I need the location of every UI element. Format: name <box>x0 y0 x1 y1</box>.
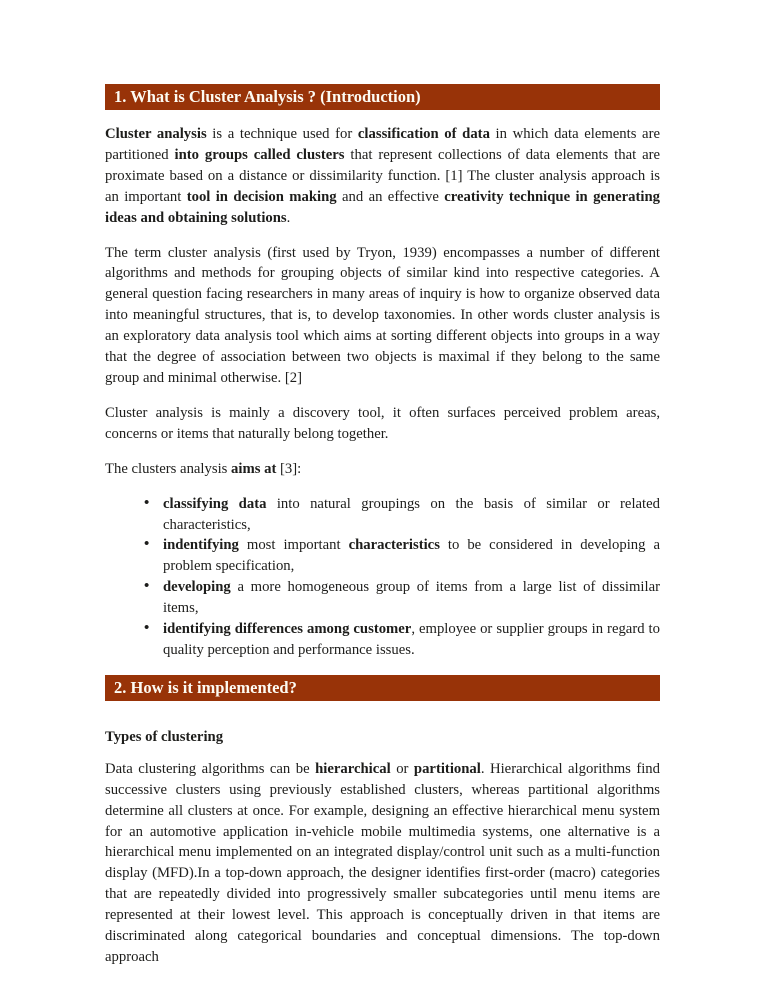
list-bullet-icon: • <box>144 536 150 553</box>
list-item-indentifying <box>144 535 660 577</box>
paragraph-discovery-tool: Cluster analysis is mainly a discovery tool, it often surfaces perceived problem areas, concerns or items that naturally belong together. <box>105 404 660 442</box>
list-item-developing <box>144 577 660 619</box>
section-heading-1: 1. What is Cluster Analysis ? (Introduction) <box>105 84 660 110</box>
list-bullet-icon: • <box>144 620 150 637</box>
list-item-text: developing a more homogeneous group of items from a large list of dissimilar items, <box>163 579 660 617</box>
list-item-text: indentifying most important characteristics to be considered in developing a problem specification, <box>163 537 660 575</box>
paragraph-clustering-types: Data clustering algorithms can be hierarchical or partitional. Hierarchical algorithms find successive clusters using previously established clusters, whereas partitional algorithms determine all clusters at once. For example, designing an effective hierarchical menu system for an automotive application in-vehicle mobile multimedia systems, one alternative is a hierarchical menu implemented on an integrated display/control unit such as a multi-function display (MFD).In a top-down approach, the designer identifies first-order (macro) categories that are repeatedly divided into progressively smaller subcategories until menu items are represented at their lowest level. This approach is conceptually driven in that items are discriminated along categorical boundaries and conceptual dimensions. The top-down approach <box>105 760 660 965</box>
list-item-identifying-differences <box>144 619 660 661</box>
list-item-text: identifying differences among customer, employee or supplier groups in regard to quality perception and performance issues. <box>163 621 660 658</box>
list-item-classifying <box>144 494 660 536</box>
list-bullet-icon: • <box>144 494 150 511</box>
paragraph-term-history: The term cluster analysis (first used by Tryon, 1939) encompasses a number of different algorithms and methods for grouping objects of similar kind into respective categories. A general question facing researchers in many areas of inquiry is how to organize observed data into meaningful structures, that is, to develop taxonomies. In other words cluster analysis is an exploratory data analysis tool which aims at sorting different objects into groups in a way that the degree of association between two objects is maximal if they belong to the same group and minimal otherwise. [2] <box>105 244 660 386</box>
paragraph-cluster-definition: Cluster analysis is a technique used for classification of data in which data elements are partitioned into groups called clusters that represent collections of data elements that are proximate based on a distance or dissimilarity function. [1] The cluster analysis approach is an important tool in decision making and an effective creativity technique in generating ideas and obtaining solutions. <box>105 126 660 226</box>
list-item-text: classifying data into natural groupings on the basis of similar or related characteristics, <box>163 495 660 533</box>
section-heading-2: 2. How is it implemented? <box>105 675 660 701</box>
subheading-types-of-clustering: Types of clustering <box>105 728 224 745</box>
list-bullet-icon: • <box>144 578 150 595</box>
aims-list <box>105 494 660 661</box>
paragraph-aims-intro: The clusters analysis aims at [3]: <box>105 460 302 477</box>
